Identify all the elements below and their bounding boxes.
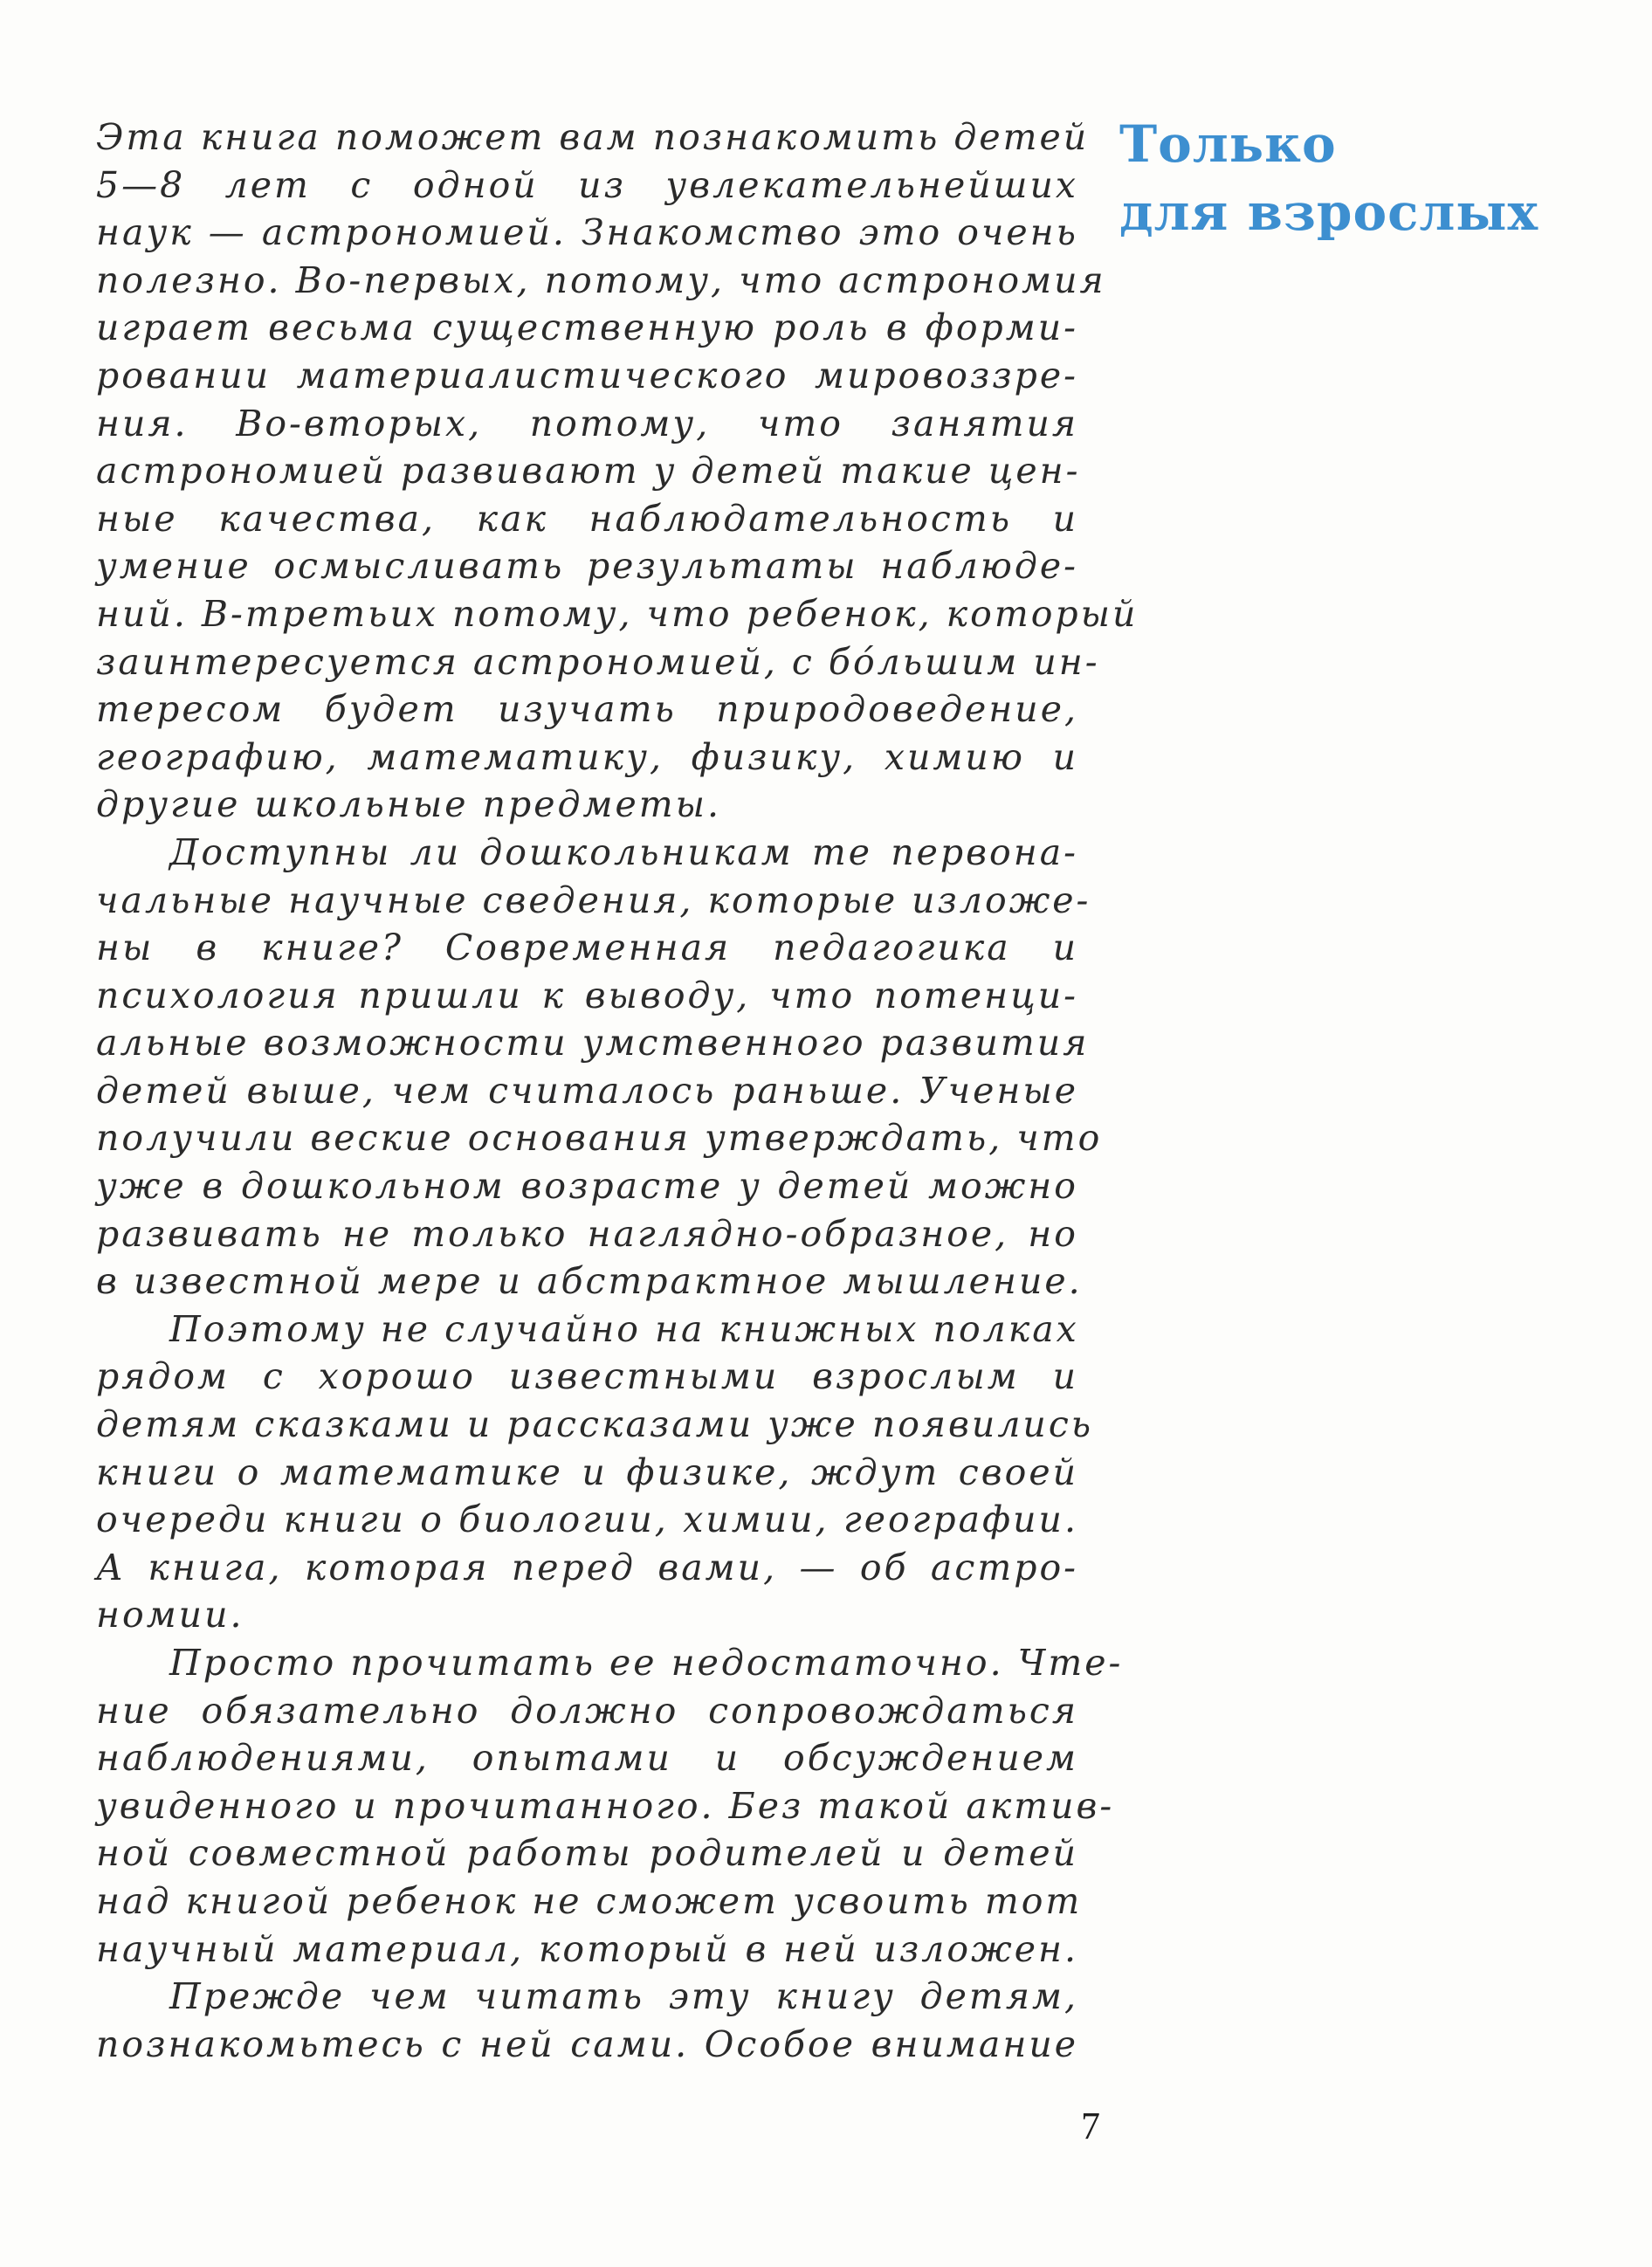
body-text	[96, 114, 1139, 2068]
text-line: уже в дошкольном возрасте у детей можно	[96, 1165, 1078, 1208]
text-line: альные возможности умственного развития	[96, 1022, 1090, 1065]
text-line: наук — астрономией. Знакомство это очень	[96, 211, 1078, 254]
text-line: книги о математике и физике, ждут своей	[96, 1450, 1078, 1493]
text-line: получили веские основания утверждать, что	[96, 1117, 1103, 1160]
text-line: заинтересуется астрономией, с бо́льшим ин-	[96, 640, 1100, 683]
section-heading	[1119, 110, 1538, 246]
text-line: над книгой ребенок не сможет усвоить тот	[96, 1879, 1083, 1922]
text-line: детей выше, чем считалось раньше. Ученые	[96, 1069, 1078, 1112]
text-line: ния. Во-вторых, потому, что занятия	[96, 402, 1078, 444]
text-line: астрономией развивают у детей такие цен-	[96, 450, 1081, 493]
text-line: ние обязательно должно сопровождаться	[96, 1689, 1078, 1732]
page-number: 7	[1081, 2105, 1100, 2147]
text-line: наблюдениями, опытами и обсуждением	[96, 1737, 1078, 1780]
section-heading-line-2: для взрослых	[1119, 183, 1539, 242]
text-line: Эта книга поможет вам познакомить детей	[96, 116, 1090, 158]
text-line: рядом с хорошо известными взрослым и	[96, 1355, 1078, 1398]
text-line: развивать не только наглядно-образное, но	[96, 1212, 1078, 1255]
text-line: ны в книге? Современная педагогика и	[96, 927, 1078, 969]
text-line: ровании материалистического мировоззре-	[96, 354, 1078, 396]
section-heading-line-1: Только	[1119, 114, 1337, 174]
text-line: Доступны ли дошкольникам те первона-	[169, 830, 1078, 873]
text-line: познакомьтесь с ней сами. Особое внимание	[96, 2022, 1078, 2065]
text-line: ные качества, как наблюдательность и	[96, 497, 1078, 540]
text-line: в известной мере и абстрактное мышление.	[96, 1260, 1083, 1303]
text-line: тересом будет изучать природоведение,	[96, 688, 1078, 731]
text-line: Поэтому не случайно на книжных полках	[169, 1307, 1079, 1350]
text-line: географию, математику, физику, химию и	[96, 735, 1078, 778]
text-line: чальные научные сведения, которые изложе-	[96, 879, 1091, 921]
text-line: научный материал, который в ней изложен.	[96, 1927, 1078, 1970]
text-line: детям сказками и рассказами уже появились	[96, 1403, 1094, 1446]
text-line: умение осмысливать результаты наблюде-	[96, 545, 1078, 588]
text-line: очереди книги о биологии, химии, географии.	[96, 1499, 1078, 1541]
text-line: 5—8 лет с одной из увлекательнейших	[96, 163, 1078, 206]
text-line: ной совместной работы родителей и детей	[96, 1832, 1078, 1875]
text-line: другие школьные предметы.	[96, 783, 722, 826]
text-line: полезно. Во-первых, потому, что астрономия	[96, 258, 1106, 301]
text-line: Просто прочитать ее недостаточно. Чте-	[169, 1642, 1124, 1684]
text-line: номии.	[96, 1594, 244, 1637]
text-line: А книга, которая перед вами, — об астро-	[96, 1546, 1078, 1588]
text-line: психология пришли к выводу, что потенци-	[96, 974, 1078, 1016]
text-line: играет весьма существенную роль в форми-	[96, 307, 1078, 349]
text-line: ний. В-третьих потому, что ребенок, который	[96, 592, 1139, 635]
text-line: увиденного и прочитанного. Без такой актив-	[96, 1784, 1115, 1827]
text-line: Прежде чем читать эту книгу детям,	[169, 1975, 1078, 2018]
